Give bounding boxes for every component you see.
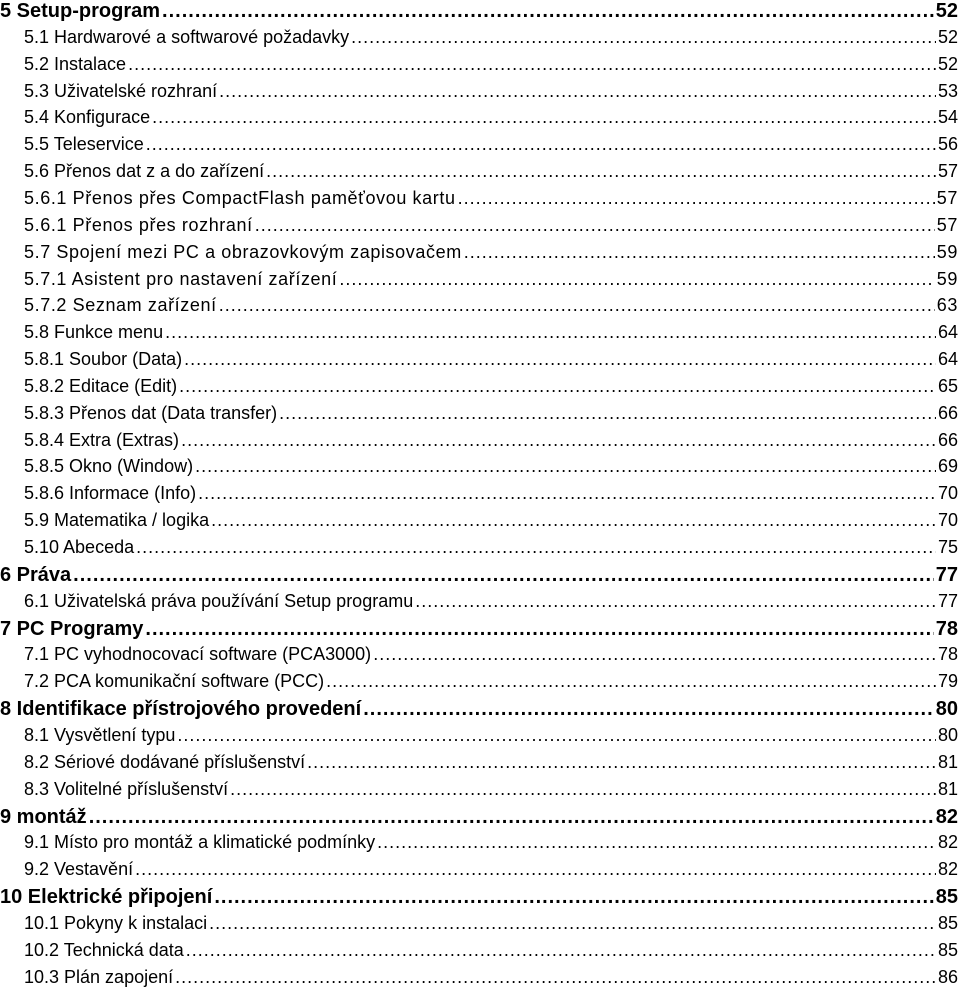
toc-entry-title: 5.8.2 Editace (Edit) <box>24 375 178 396</box>
toc-chapter-entry[interactable] <box>0 886 958 909</box>
toc-page-number: 85 <box>937 939 958 960</box>
toc-page-number: 85 <box>937 912 958 933</box>
toc-section-entry[interactable] <box>24 27 958 48</box>
toc-section-entry[interactable] <box>24 54 958 75</box>
toc-section-entry[interactable] <box>24 671 958 692</box>
toc-section-entry[interactable] <box>24 537 958 558</box>
toc-page-number: 81 <box>937 778 958 799</box>
toc-page-number: 59 <box>936 268 958 289</box>
toc-entry-title: 8.2 Sériové dodávané příslušenství <box>24 751 306 772</box>
toc-entry-title: 5.8.1 Soubor (Data) <box>24 349 183 370</box>
toc-page-number: 52 <box>937 53 958 74</box>
toc-section-entry[interactable] <box>24 242 958 263</box>
toc-section-entry[interactable] <box>24 456 958 477</box>
toc-entry-title: 10 Elektrické připojení <box>0 886 213 909</box>
toc-page-number: 64 <box>937 322 958 343</box>
toc-entry-title: 5.7.2 Seznam zařízení <box>24 295 217 316</box>
toc-entry-title: 5.6.1 Přenos přes rozhraní <box>24 214 253 235</box>
toc-section-entry[interactable] <box>24 134 958 155</box>
toc-entry-title: 5 Setup-program <box>0 0 161 22</box>
toc-page-number: 85 <box>935 886 958 909</box>
toc-entry-title: 5.7 Spojení mezi PC a obrazovkovým zapisovačem <box>24 241 462 262</box>
dot-leader <box>145 618 933 641</box>
toc-section-entry[interactable] <box>24 859 958 880</box>
toc-entry-title: 8 Identifikace přístrojového provedení <box>0 698 362 721</box>
toc-entry-title: 5.7.1 Asistent pro nastavení zařízení <box>24 268 338 289</box>
toc-entry-title: 5.1 Hardwarové a softwarové požadavky <box>24 26 350 47</box>
toc-entry-title: 7.1 PC vyhodnocovací software (PCA3000) <box>24 644 372 665</box>
toc-section-entry[interactable] <box>24 644 958 665</box>
toc-page-number: 79 <box>937 671 958 692</box>
dot-leader <box>363 698 934 721</box>
dot-leader <box>326 671 936 692</box>
toc-page-number: 82 <box>935 805 958 828</box>
toc-entry-title: 6 Práva <box>0 563 72 586</box>
dot-leader <box>177 725 936 746</box>
toc-section-entry[interactable] <box>24 591 958 612</box>
dot-leader <box>195 456 936 477</box>
dot-leader <box>146 134 936 155</box>
toc-page-number: 78 <box>937 644 958 665</box>
toc-entry-title: 9.1 Místo pro montáž a klimatické podmínky <box>24 832 376 853</box>
dot-leader <box>165 322 936 343</box>
toc-page-number: 52 <box>937 26 958 47</box>
toc-section-entry[interactable] <box>24 215 958 236</box>
toc-page-number: 56 <box>937 134 958 155</box>
toc-section-entry[interactable] <box>24 349 958 370</box>
toc-section-entry[interactable] <box>24 779 958 800</box>
toc-entry-title: 5.8.6 Informace (Info) <box>24 483 197 504</box>
toc-page-number: 63 <box>936 295 958 316</box>
dot-leader <box>179 376 936 397</box>
toc-page-number: 69 <box>937 456 958 477</box>
dot-leader <box>219 295 935 316</box>
dot-leader <box>135 859 936 880</box>
toc-entry-title: 5.8 Funkce menu <box>24 322 164 343</box>
dot-leader <box>186 940 936 961</box>
dot-leader <box>128 54 936 75</box>
toc-section-entry[interactable] <box>24 832 958 853</box>
toc-section-entry[interactable] <box>24 752 958 773</box>
toc-entry-title: 7 PC Programy <box>0 617 144 640</box>
dot-leader <box>458 188 935 209</box>
toc-entry-title: 9 montáž <box>0 805 87 828</box>
toc-entry-title: 6.1 Uživatelská práva používání Setup programu <box>24 590 414 611</box>
toc-section-entry[interactable] <box>24 967 958 988</box>
toc-section-entry[interactable] <box>24 940 958 961</box>
toc-page-number: 75 <box>937 537 958 557</box>
dot-leader <box>230 779 936 800</box>
dot-leader <box>373 644 936 665</box>
toc-entry-title: 7.2 PCA komunikační software (PCC) <box>24 671 325 692</box>
toc-page-number: 70 <box>937 510 958 531</box>
toc-entry-title: 5.8.3 Přenos dat (Data transfer) <box>24 402 278 423</box>
toc-page-number: 52 <box>935 0 958 22</box>
toc-section-entry[interactable] <box>24 322 958 343</box>
toc-entry-title: 5.10 Abeceda <box>24 537 135 557</box>
toc-page-number: 64 <box>937 349 958 370</box>
toc-page-number: 53 <box>937 80 958 101</box>
dot-leader <box>307 752 936 773</box>
toc-section-entry[interactable] <box>24 376 958 397</box>
toc-page-number: 70 <box>937 483 958 504</box>
toc-page-number: 80 <box>937 724 958 745</box>
dot-leader <box>464 242 935 263</box>
toc-section-entry[interactable] <box>24 107 958 128</box>
toc-entry-title: 5.6 Přenos dat z a do zařízení <box>24 161 265 182</box>
toc-chapter-entry[interactable] <box>0 806 958 829</box>
dot-leader <box>181 430 936 451</box>
toc-entry-title: 5.9 Matematika / logika <box>24 510 210 531</box>
dot-leader <box>377 832 936 853</box>
toc-page-number: 86 <box>937 966 958 987</box>
toc-section-entry[interactable] <box>24 188 958 209</box>
toc-page-number: 78 <box>935 617 958 640</box>
toc-section-entry[interactable] <box>24 430 958 451</box>
dot-leader <box>209 913 936 934</box>
dot-leader <box>184 349 936 370</box>
toc-page-number: 80 <box>935 698 958 721</box>
dot-leader <box>89 806 934 829</box>
toc-entry-title: 9.2 Vestavění <box>24 859 134 880</box>
dot-leader <box>162 0 934 23</box>
toc-section-entry[interactable] <box>24 403 958 424</box>
dot-leader <box>339 269 934 290</box>
toc-section-entry[interactable] <box>24 295 958 316</box>
toc-page-number: 77 <box>935 563 958 586</box>
toc-entry-title: 10.2 Technická data <box>24 939 184 960</box>
toc-chapter-entry[interactable] <box>0 564 958 587</box>
toc-section-entry[interactable] <box>24 161 958 182</box>
toc-page-number: 81 <box>937 751 958 772</box>
toc-entry-title: 5.3 Uživatelské rozhraní <box>24 80 218 101</box>
toc-page-number: 66 <box>937 402 958 423</box>
dot-leader <box>211 510 936 531</box>
toc-entry-title: 5.4 Konfigurace <box>24 107 151 128</box>
toc-entry-title: 10.3 Plán zapojení <box>24 966 174 987</box>
toc-entry-title: 10.1 Pokyny k instalaci <box>24 912 208 933</box>
toc-chapter-entry[interactable] <box>0 618 958 641</box>
toc-chapter-entry[interactable] <box>0 698 958 721</box>
dot-leader <box>219 81 936 102</box>
toc-entry-title: 5.8.4 Extra (Extras) <box>24 429 180 450</box>
toc-page-number: 59 <box>936 241 958 262</box>
toc-section-entry[interactable] <box>24 510 958 531</box>
dot-leader <box>198 483 936 504</box>
dot-leader <box>415 591 936 612</box>
toc-page-number: 57 <box>936 214 958 235</box>
dot-leader <box>214 886 933 909</box>
toc-entry-title: 8.1 Vysvětlení typu <box>24 724 176 745</box>
toc-page-number: 77 <box>937 590 958 611</box>
toc-entry-title: 8.3 Volitelné příslušenství <box>24 778 229 799</box>
toc-section-entry[interactable] <box>24 269 958 290</box>
dot-leader <box>136 537 936 558</box>
dot-leader <box>73 564 934 587</box>
toc-section-entry[interactable] <box>24 483 958 504</box>
dot-leader <box>266 161 936 182</box>
toc-section-entry[interactable] <box>24 725 958 746</box>
toc-chapter-entry[interactable] <box>0 0 958 23</box>
toc-page-number: 82 <box>937 832 958 853</box>
toc-page-number: 57 <box>936 187 958 208</box>
toc-entry-title: 5.8.5 Okno (Window) <box>24 456 194 477</box>
toc-entry-title: 5.6.1 Přenos přes CompactFlash paměťovou kartu <box>24 187 456 208</box>
toc-page-number: 66 <box>937 429 958 450</box>
toc-page-number: 54 <box>937 107 958 128</box>
toc-entry-title: 5.2 Instalace <box>24 53 127 74</box>
dot-leader <box>279 403 936 424</box>
dot-leader <box>152 107 936 128</box>
toc-section-entry[interactable] <box>24 913 958 934</box>
dot-leader <box>175 967 936 988</box>
toc-page-number: 65 <box>937 375 958 396</box>
toc-page-number: 82 <box>937 859 958 880</box>
toc-entry-title: 5.5 Teleservice <box>24 134 144 155</box>
dot-leader <box>351 27 936 48</box>
toc-page-number: 57 <box>937 161 958 182</box>
toc-section-entry[interactable] <box>24 81 958 102</box>
dot-leader <box>255 215 935 236</box>
